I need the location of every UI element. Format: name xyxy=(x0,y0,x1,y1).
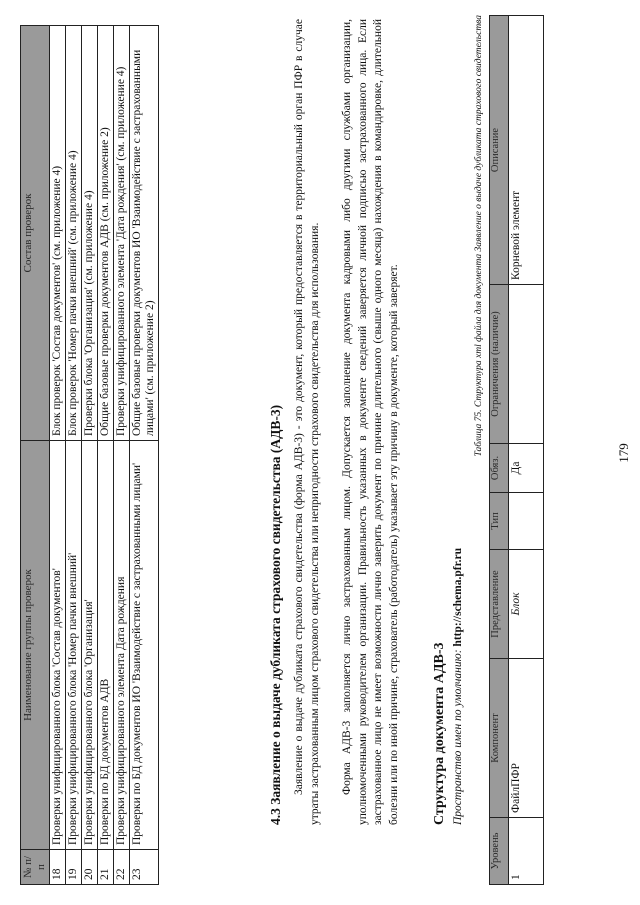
cell-type xyxy=(509,493,544,550)
table-row xyxy=(50,26,66,885)
section-title: 4.3 Заявление о выдаче дубликата страхового свидетельства (АДВ-3) xyxy=(268,404,283,825)
header-type: Тип xyxy=(490,493,509,550)
row-composition: Блок проверок 'Номер пачки внешний' (см. приложение 4) xyxy=(66,26,82,441)
table-row xyxy=(66,26,82,885)
row-group-name: Проверки по БД документов АДВ xyxy=(98,441,114,850)
header-composition: Состав проверок xyxy=(21,26,50,441)
row-composition: Общие базовые проверки документов ИО 'Взаимодействие с застрахованными лицами' (см. приложение 2) xyxy=(130,26,159,441)
header-level: Уровень xyxy=(490,818,509,885)
row-num: 20 xyxy=(82,850,98,885)
row-composition: Блок проверок 'Состав документов' (см. приложение 4) xyxy=(50,26,66,441)
header-component: Компонент xyxy=(490,659,509,818)
row-group-name: Проверки по БД документов ИО 'Взаимодействие с застрахованными лицами' xyxy=(130,441,159,850)
row-group-name: Проверки унифицированного блока 'Номер пачки внешний' xyxy=(66,441,82,850)
row-num: 23 xyxy=(130,850,159,885)
row-composition: Проверки блока 'Организация' (см. приложение 4) xyxy=(82,26,98,441)
structure-title: Структура документа АДВ-3 xyxy=(432,642,447,825)
row-composition: Проверки унифицированного элемента 'Дата рождения' (см. приложение 4) xyxy=(114,26,130,441)
table-caption: Таблица 75. Структура xml файла для документа Заявление о выдаче дубликата страхового свидетельства xyxy=(474,15,484,457)
namespace-value: http://schema.pfr.ru xyxy=(452,547,464,647)
cell-component: ФайлПФР xyxy=(509,659,544,818)
row-group-name: Проверки унифицированного элемента Дата рождения xyxy=(114,441,130,850)
header-required: Обяз. xyxy=(490,444,509,493)
cell-level: 1 xyxy=(509,818,544,885)
header-group-name: Наименование группы проверок xyxy=(21,441,50,850)
row-num: 21 xyxy=(98,850,114,885)
table-row xyxy=(509,16,544,885)
table-row xyxy=(130,26,159,885)
row-group-name: Проверки унифицированного блока 'Состав документов' xyxy=(50,441,66,850)
header-num: № п/п xyxy=(21,850,50,885)
namespace-label: Пространство имен по умолчанию: xyxy=(452,649,464,825)
row-num: 22 xyxy=(114,850,130,885)
cell-required: Да xyxy=(509,444,544,493)
header-description: Описание xyxy=(490,16,509,285)
table-row xyxy=(114,26,130,885)
structure-table xyxy=(489,15,544,885)
cell-restrictions xyxy=(509,285,544,444)
header-restrictions: Ограничения (наличие) xyxy=(490,285,509,444)
namespace-line xyxy=(452,548,464,825)
paragraph-intro: Заявление о выдаче дубликата страхового свидетельства (форма АДВ-3) - это документ, который предоставляется в территориальный орган ПФР в случае утраты застрахованным лицом страхового свидетельства или непригодности страхового свидетельства для использования. xyxy=(293,19,321,825)
table-row xyxy=(98,26,114,885)
structure-table-header xyxy=(490,16,509,885)
row-num: 19 xyxy=(66,850,82,885)
header-representation: Представление xyxy=(490,550,509,659)
checks-table-header xyxy=(21,26,50,885)
row-group-name: Проверки унифицированного блока 'Организация' xyxy=(82,441,98,850)
paragraph-filling-rules: Форма АДВ-3 заполняется лично застрахованным лицом. Допускается заполнение документа кадровыми либо другими службами организации, уполномоченными руководителем организации. Правильность указанных в документе сведений заверяется личной подписью застрахованного лица. Если застрахованное лицо не имеет возможности лично заверить документ по причине длительного (свыше одного месяца) нахождения в командировке, длительной болезни или по иной причине, страхователь (работодатель) указывает эту причину в документе, который заверяет. xyxy=(341,19,400,825)
row-num: 18 xyxy=(50,850,66,885)
page-number: 179 xyxy=(616,443,631,463)
row-composition: Общие базовые проверки документов АДВ (см. приложение 2) xyxy=(98,26,114,441)
cell-representation: Блок xyxy=(509,550,544,659)
cell-description: Корневой элемент xyxy=(509,16,544,285)
checks-table xyxy=(20,25,159,885)
table-row xyxy=(82,26,98,885)
